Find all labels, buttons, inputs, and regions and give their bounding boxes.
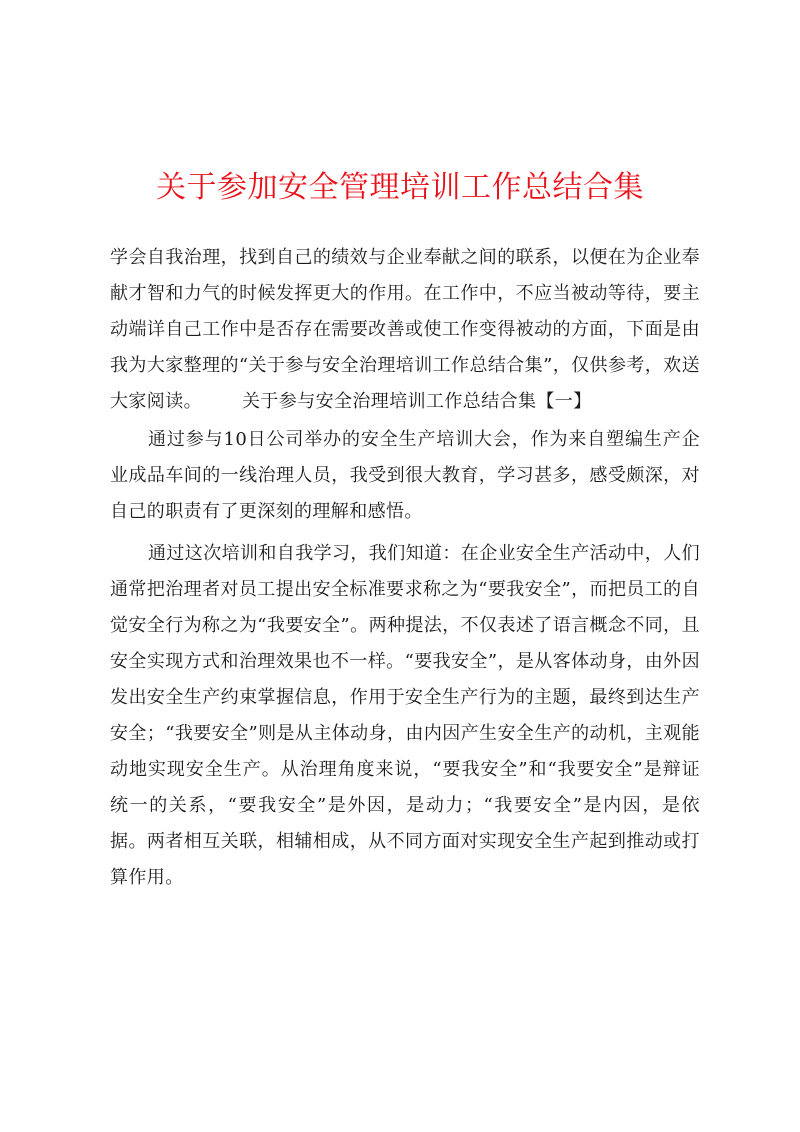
body-paragraph-1: 通过参与10日公司举办的安全生产培训大会，作为来自塑编生产企业成品车间的一线治理人员，我受到很大教育，学习甚多，感受颇深，对自己的职责有了更深刻的理解和感悟。 (110, 429, 700, 522)
intro-text: 学会自我治理，找到自己的绩效与企业奉献之间的联系，以便在为企业奉献才智和力气的时候发挥更大的作用。在工作中，不应当被动等待，要主动端详自己工作中是否存在需要改善或使工作变得被动的方面，下面是由我为大家整理的“关于参与安全治理培训工作总结合集”，仅供参考，欢送大家阅读。 (110, 247, 700, 412)
intro-paragraph (110, 240, 700, 420)
section-heading: 关于参与安全治理培训工作总结合集【一】 (242, 391, 592, 412)
body-paragraph-2: 通过这次培训和自我学习，我们知道：在企业安全生产活动中，人们通常把治理者对员工提出安全标准要求称之为“要我安全”，而把员工的自觉安全行为称之为“我要安全”。两种提法，不仅表述了语言概念不同，且安全实现方式和治理效果也不一样。“要我安全”，是从客体动身，由外因发出安全生产约束掌握信息，作用于安全生产行为的主题，最终到达生产安全；“我要安全”则是从主体动身，由内因产生安全生产的动机，主观能动地实现安全生产。从治理角度来说，“要我安全”和“我要安全”是辩证统一的关系，“要我安全”是外因，是动力；“我要安全”是内因，是依据。两者相互关联，相辅相成，从不同方面对实现安全生产起到推动或打算作用。 (110, 543, 700, 888)
document-body (110, 240, 700, 896)
document-title: 关于参加安全管理培训工作总结合集 (156, 170, 644, 205)
